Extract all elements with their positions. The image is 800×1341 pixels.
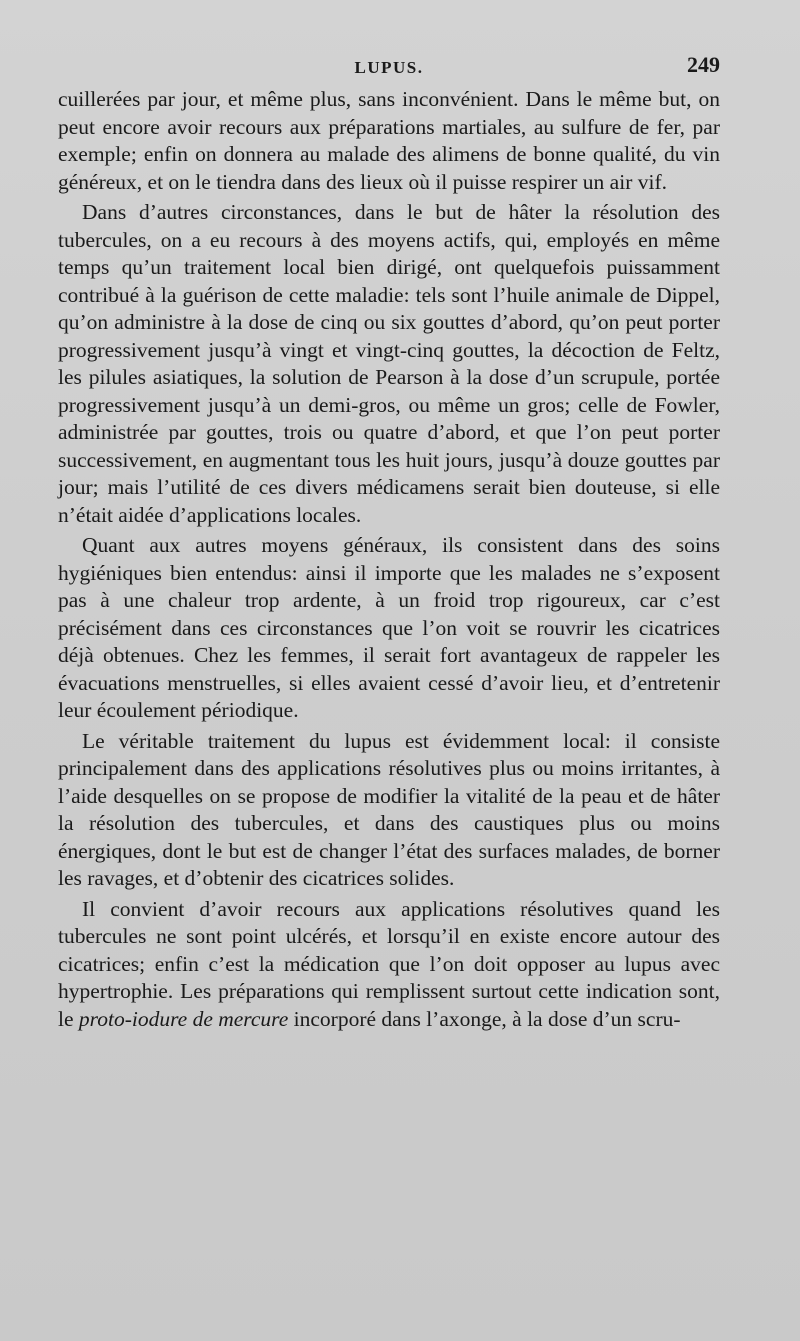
paragraph-5-text-start: Il convient d’avoir recours aux applications résolutives quand les tubercules ne sont point ulcérés, et lorsqu’il en existe encore autour des cicatrices; enfin c’est la médication que l’on doit opposer au lupus avec hypertrophie. Les préparations qui remplissent surtout cette indication sont, le <box>58 896 720 1031</box>
paragraph-5 <box>58 896 720 1034</box>
paragraph-1: cuillerées par jour, et même plus, sans inconvénient. Dans le même but, on peut encore avoir recours aux préparations martiales, au sulfure de fer, par exemple; enfin on donnera au malade des alimens de bonne qualité, du vin généreux, et on le tiendra dans des lieux où il puisse respirer un air vif. <box>58 87 720 194</box>
paragraph-5-text-end: incorporé dans l’axonge, à la dose d’un scru- <box>288 1006 681 1031</box>
paragraph-2: Dans d’autres circonstances, dans le but de hâter la résolution des tubercules, on a eu recours à des moyens actifs, qui, employés en même temps qu’un traitement local bien dirigé, ont quelquefois puissamment contribué à la guérison de cette maladie: tels sont l’huile animale de Dippel, qu’on administre à la dose de cinq ou six gouttes d’abord, qu’on peut porter progressivement jusqu’à vingt et vingt-cinq gouttes, la décoction de Feltz, les pilules asiatiques, la solution de Pearson à la dose d’un scrupule, portée progressivement jusqu’à un demi-gros, ou même un gros; celle de Fowler, administrée par gouttes, trois ou quatre d’abord, et que l’on peut porter successivement, en augmentant tous les huit jours, jusqu’à douze gouttes par jour; mais l’utilité de ces divers médicamens serait bien douteuse, si elle n’était aidée d’applications locales. <box>58 200 720 527</box>
paragraph-3: Quant aux autres moyens généraux, ils consistent dans des soins hygiéniques bien entendus: ainsi il importe que les malades ne s’exposent pas à une chaleur trop ardente, à un froid trop rigoureux, car c’est précisément dans ces circonstances que l’on voit se rouvrir les cicatrices déjà obtenues. Chez les femmes, il serait fort avantageux de rappeler les évacuations menstruelles, si elles avaient cessé d’avoir lieu, et d’entretenir leur écoulement périodique. <box>58 533 720 722</box>
page-header <box>58 52 720 82</box>
page-number: 249 <box>687 52 720 77</box>
paragraph-5-italic-term: proto-iodure de mercure <box>78 1006 289 1031</box>
paragraph-4: Le véritable traitement du lupus est évidemment local: il consiste principalement dans des applications résolutives plus ou moins irritantes, à l’aide desquelles on se propose de modifier la vitalité de la peau et de hâter la résolution des tubercules, et dans des caustiques plus ou moins énergiques, dont le but est de changer l’état des surfaces malades, de borner les ravages, et d’obtenir des cicatrices solides. <box>58 728 720 890</box>
running-head: LUPUS. <box>354 58 424 77</box>
page-body <box>58 86 720 1036</box>
